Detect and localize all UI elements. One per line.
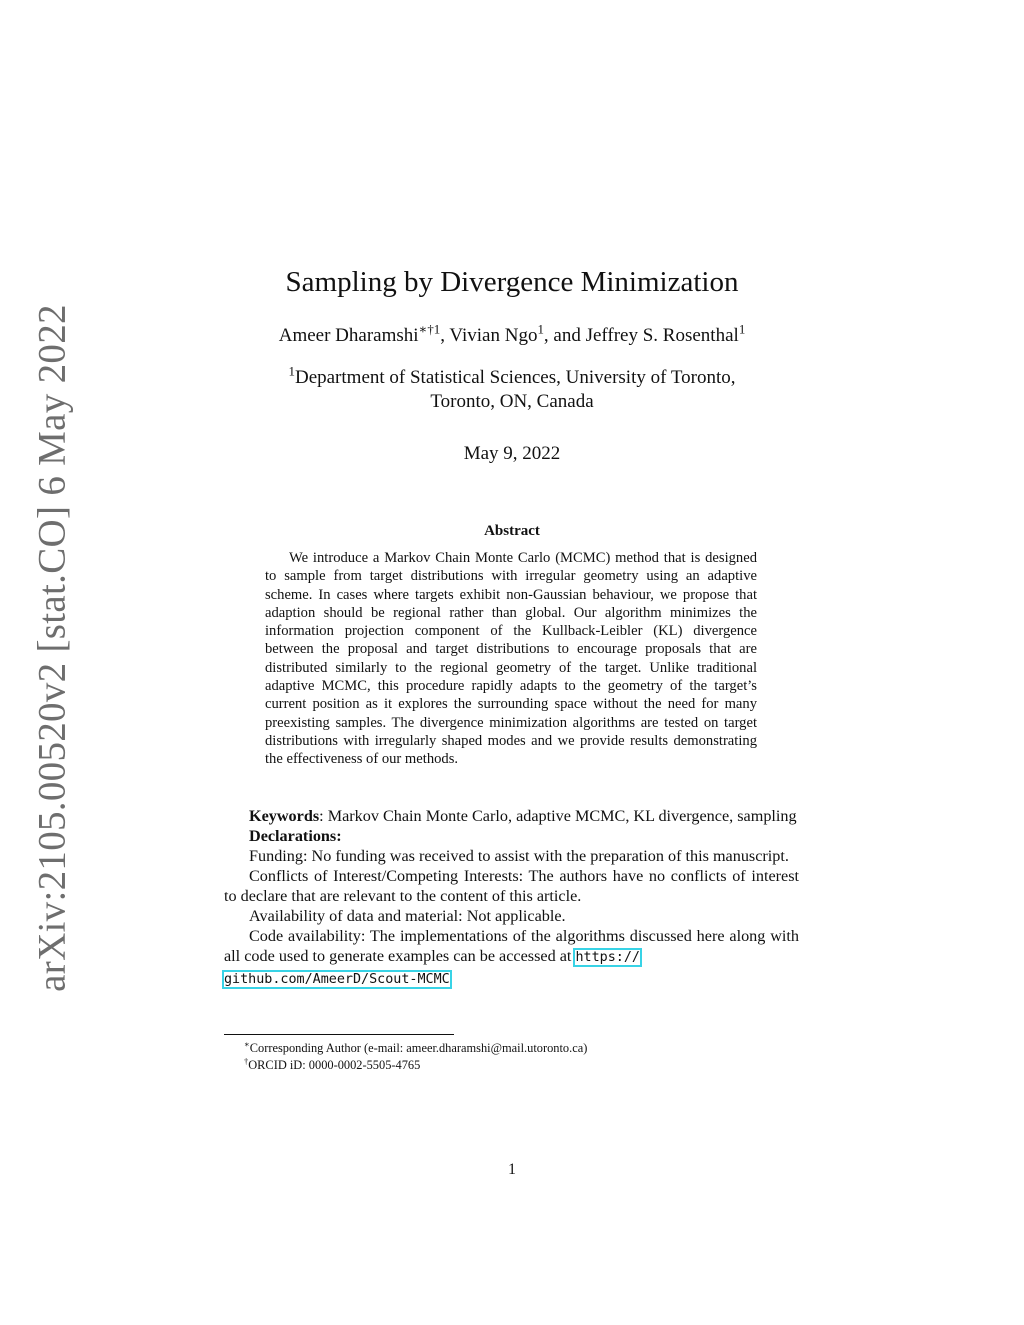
declarations-heading-text: Declarations: <box>249 827 342 845</box>
keywords-text: Markov Chain Monte Carlo, adaptive MCMC, KL divergence, sampling <box>327 807 797 825</box>
code-url-link-part2[interactable]: github.com/AmeerD/Scout-MCMC <box>224 972 450 987</box>
declarations-heading <box>224 826 799 846</box>
footnote-corresponding-author <box>224 1040 799 1057</box>
author-ngo: Vivian Ngo <box>449 325 538 346</box>
abstract-body: We introduce a Markov Chain Monte Carlo (MCMC) method that is designed to sample from target distributions with irregular geometry using an adaptive scheme. In cases where targets exhibit non-Gaussian behaviour, we propose that adaption should be regional rather than global. Our algorithm minimizes the information projection component of the Kullback-Leibler (KL) divergence between the proposal and target distributions to encourage proposals that are distributed similarly to the regional geometry of the target. Unlike traditional adaptive MCMC, this procedure rapidly adapts to the geometry of the target’s current position as it explores the surrounding space without the need for many preexisting samples. The divergence minimization algorithms are tested on target distributions with irregularly shaped modes and we provide results demonstrating the effectiveness of our methods. <box>265 550 757 768</box>
arxiv-side-stamp: arXiv:2105.00520v2 [stat.CO] 6 May 2022 <box>30 304 74 992</box>
footnote-mark-asterisk: ∗ <box>244 1038 250 1049</box>
author-rosenthal: Jeffrey S. Rosenthal <box>585 325 739 346</box>
author-ngo-marks: 1 <box>537 321 544 337</box>
footnote-orcid-text: ORCID iD: 0000-0002-5505-4765 <box>248 1058 421 1072</box>
affiliation-line-1-text: Department of Statistical Sciences, University of Toronto, <box>294 367 736 388</box>
author-separator: , and <box>543 325 586 346</box>
author-dharamshi-marks: ∗†1 <box>418 321 441 337</box>
code-availability-paragraph <box>224 926 799 990</box>
abstract-heading: Abstract <box>484 523 540 539</box>
footnote-corresponding-author-text: Corresponding Author (e-mail: ameer.dharamshi@mail.utoronto.ca) <box>249 1041 588 1055</box>
footnotes <box>224 1040 799 1074</box>
footnote-mark-dagger: † <box>244 1055 249 1066</box>
affiliation-line-2: Toronto, ON, Canada <box>430 391 594 412</box>
author-list <box>0 321 1024 347</box>
author-separator: , <box>440 325 450 346</box>
paper-date: May 9, 2022 <box>463 443 561 464</box>
affiliation-line-1 <box>0 363 1024 390</box>
keywords-paragraph <box>224 806 799 826</box>
affiliation-mark: 1 <box>288 363 295 379</box>
paper-title: Sampling by Divergence Minimization <box>285 266 739 298</box>
footnote-rule <box>224 1034 454 1035</box>
code-availability-text: Code availability: The implementations of the algorithms discussed here along with all code used to generate examples can be accessed at <box>224 927 799 965</box>
availability-paragraph: Availability of data and material: Not applicable. <box>249 907 566 925</box>
footnote-orcid <box>224 1057 799 1074</box>
page-number: 1 <box>508 1161 516 1178</box>
author-rosenthal-marks: 1 <box>738 321 746 337</box>
keywords-colon: : <box>319 807 324 825</box>
keywords-label: Keywords <box>249 807 320 825</box>
code-url-link-part1[interactable]: https:// <box>575 950 640 965</box>
conflicts-paragraph: Conflicts of Interest/Competing Interests: The authors have no conflicts of interest to declare that are relevant to the content of this article. <box>224 867 799 905</box>
main-text <box>224 806 799 990</box>
author-dharamshi: Ameer Dharamshi <box>278 325 419 346</box>
funding-paragraph: Funding: No funding was received to assist with the preparation of this manuscript. <box>249 847 789 865</box>
affiliation <box>0 363 1024 414</box>
